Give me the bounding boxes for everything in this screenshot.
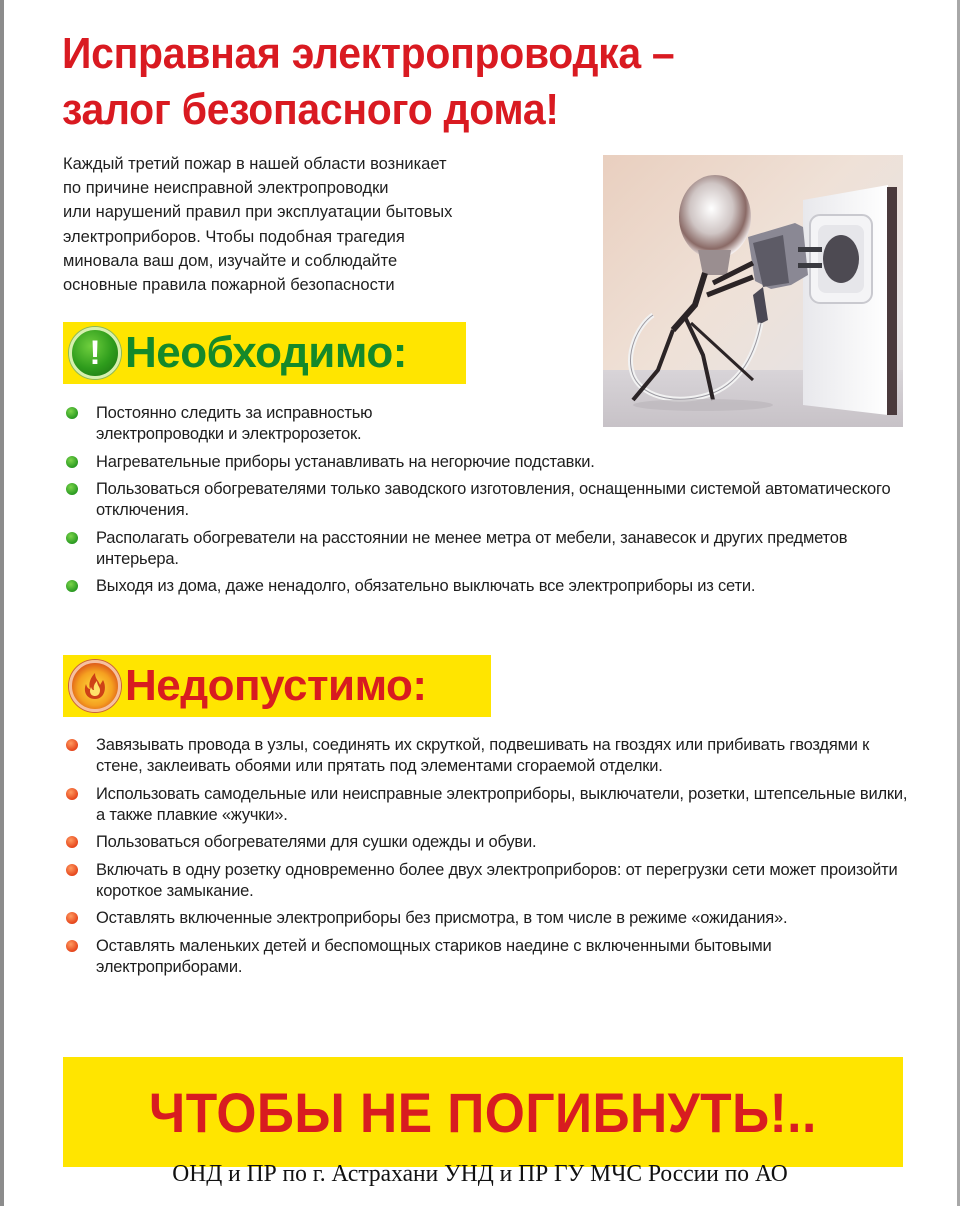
footer-credit: ОНД и ПР по г. Астрахани УНД и ПР ГУ МЧС России по АО: [172, 1161, 788, 1187]
list-item: Пользоваться обогревателями для сушки одежды и обуви.: [64, 832, 914, 853]
lightbulb-unplugging-illustration: [603, 155, 903, 427]
list-item: Выходя из дома, даже ненадолго, обязательно выключать все электроприборы из сети.: [64, 576, 914, 597]
lightbulb-figure-icon: [603, 155, 903, 427]
green-bullet-icon: [66, 580, 78, 592]
title-line-2: залог безопасного дома!: [62, 85, 559, 134]
green-bullet-icon: [66, 456, 78, 468]
exclamation-icon: !: [69, 327, 121, 379]
slogan-text: ЧТОБЫ НЕ ПОГИБНУТЬ!..: [149, 1080, 817, 1144]
red-bullet-icon: [66, 940, 78, 952]
intro-line: основные правила пожарной безопасности: [63, 276, 395, 295]
list-item: Располагать обогреватели на расстоянии не менее метра от мебели, занавесок и других предметов интерьера.: [64, 528, 914, 570]
list-item: Нагревательные приборы устанавливать на негорючие подставки.: [64, 452, 914, 473]
required-section-banner: [63, 322, 466, 384]
green-bullet-icon: [66, 483, 78, 495]
red-bullet-icon: [66, 912, 78, 924]
forbidden-section-banner: [63, 655, 491, 717]
intro-line: по причине неисправной электропроводки: [63, 179, 389, 198]
required-list: [64, 403, 914, 604]
list-item: Оставлять включенные электроприборы без присмотра, в том числе в режиме «ожидания».: [64, 908, 914, 929]
red-bullet-icon: [66, 788, 78, 800]
page-border-left: [0, 0, 4, 1206]
list-item: Завязывать провода в узлы, соединять их скруткой, подвешивать на гвоздях или прибивать гвоздями к стене, заклеивать обоями или прятать под элементами сгораемой отделки.: [64, 735, 914, 777]
green-bullet-icon: [66, 407, 78, 419]
intro-line: Каждый третий пожар в нашей области возникает: [63, 155, 447, 173]
slogan-banner: [63, 1057, 903, 1167]
red-bullet-icon: [66, 739, 78, 751]
green-bullet-icon: [66, 532, 78, 544]
forbidden-section-heading: Недопустимо:: [125, 661, 427, 710]
title-line-1: Исправная электропроводка –: [62, 29, 675, 78]
intro-line: или нарушений правил при эксплуатации бытовых: [63, 203, 453, 222]
list-item: Пользоваться обогревателями только заводского изготовления, оснащенными системой автоматического отключения.: [64, 479, 914, 521]
intro-line: электроприборов. Чтобы подобная трагедия: [63, 227, 405, 246]
fire-icon: [69, 660, 121, 712]
red-bullet-icon: [66, 864, 78, 876]
flame-icon: [78, 669, 112, 703]
list-item: Использовать самодельные или неисправные электроприборы, выключатели, розетки, штепсельные вилки, а также плавкие «жучки».: [64, 784, 914, 826]
list-item: Включать в одну розетку одновременно более двух электроприборов: от перегрузки сети может произойти короткое замыкание.: [64, 860, 914, 902]
list-item: Оставлять маленьких детей и беспомощных стариков наедине с включенными бытовыми электроприборами.: [64, 936, 914, 978]
poster-title: [62, 26, 843, 138]
intro-paragraph: [63, 152, 583, 297]
forbidden-list: [64, 735, 914, 984]
intro-line: миновала ваш дом, изучайте и соблюдайте: [63, 251, 398, 270]
red-bullet-icon: [66, 836, 78, 848]
list-item: Постоянно следить за исправностью электропроводки и электророзеток.: [64, 403, 494, 445]
required-section-heading: Необходимо:: [125, 328, 407, 377]
